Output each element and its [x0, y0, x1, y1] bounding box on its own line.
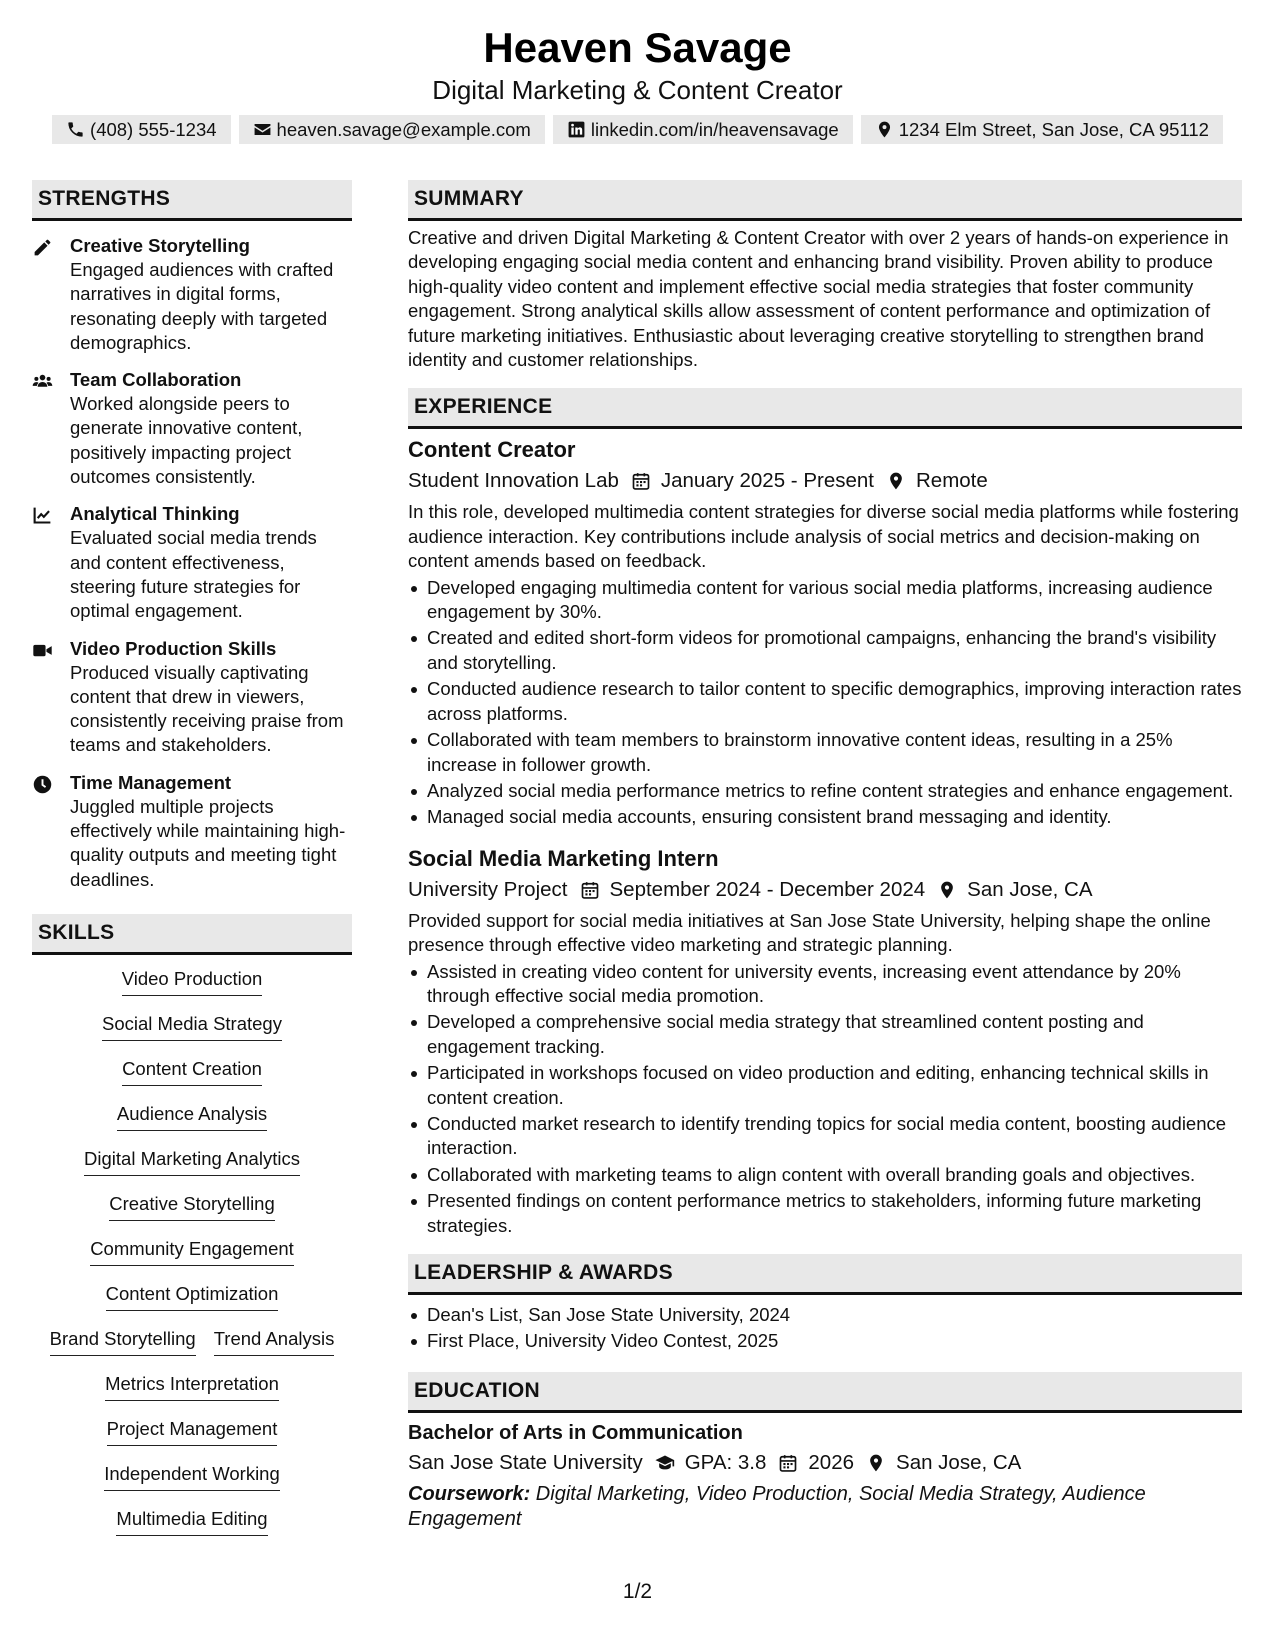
summary-text: Creative and driven Digital Marketing & Content Creator with over 2 years of hands-on experience in developing engaging social media content and enhancing brand visibility. Proven ability to produce high-quality video content and implement effective social media strategies that foster community engagement. Strong analytical skills allow assessment of content performance and optimization of future marketing initiatives. Enthusiastic about leveraging creative storytelling to strengthen brand identity and customer relationships.	[408, 227, 1229, 371]
skill-tag: Content Optimization	[106, 1282, 279, 1311]
school-name: San Jose State University	[408, 1450, 643, 1474]
skill-tag: Independent Working	[104, 1462, 280, 1491]
education-entry	[408, 1419, 1242, 1532]
skill-tag: Multimedia Editing	[116, 1507, 267, 1536]
strength-title: Video Production Skills	[70, 637, 277, 659]
strength-item	[32, 637, 352, 758]
list-item: Participated in workshops focused on video production and editing, enhancing technical skills in content creation.	[408, 1061, 1242, 1110]
list-item: Developed a comprehensive social media strategy that streamlined content posting and engagement tracking.	[408, 1010, 1242, 1059]
strength-title: Team Collaboration	[70, 369, 242, 391]
job-org: Student Innovation Lab	[408, 469, 619, 493]
video-camera-icon	[32, 640, 53, 661]
degree-title: Bachelor of Arts in Communication	[408, 1421, 743, 1444]
graduation-cap-icon	[655, 1453, 675, 1473]
experience-entry	[408, 435, 1242, 829]
envelope-icon	[253, 120, 272, 139]
contact-email-text: heaven.savage@example.com	[276, 118, 531, 140]
users-icon	[32, 371, 53, 392]
candidate-headline: Digital Marketing & Content Creator	[432, 75, 843, 105]
skill-tag: Video Production	[122, 967, 263, 996]
list-item: Managed social media accounts, ensuring consistent brand messaging and identity.	[408, 805, 1242, 829]
contact-phone-text: (408) 555-1234	[90, 118, 217, 140]
strength-desc: Worked alongside peers to generate innovative content, positively impacting project outcomes consistently.	[70, 393, 303, 488]
calendar-icon	[778, 1453, 798, 1473]
contact-address	[861, 115, 1223, 144]
coursework-list: Digital Marketing, Video Production, Social Media Strategy, Audience Engagement	[408, 1482, 1146, 1530]
skill-tag: Content Creation	[122, 1057, 262, 1086]
strength-title: Creative Storytelling	[70, 235, 250, 256]
summary-heading: SUMMARY	[408, 180, 1242, 221]
education-meta	[408, 1448, 1242, 1478]
job-location: Remote	[915, 469, 988, 493]
chart-line-icon	[32, 505, 53, 526]
list-item: Created and edited short-form videos for promotional campaigns, enhancing the brand's visibility and storytelling.	[408, 626, 1242, 675]
strength-title: Analytical Thinking	[70, 503, 240, 525]
skill-tag: Audience Analysis	[117, 1102, 267, 1131]
skill-tag: Project Management	[107, 1417, 278, 1446]
strength-desc: Evaluated social media trends and content effectiveness, steering future strategies for optimal engagement.	[70, 527, 317, 622]
strength-desc: Produced visually captivating content that drew in viewers, consistently receiving praise from teams and stakeholders.	[70, 661, 344, 756]
contact-address-text: 1234 Elm Street, San Jose, CA 95112	[898, 118, 1209, 140]
coursework	[408, 1482, 1242, 1532]
skill-tag: Digital Marketing Analytics	[84, 1147, 300, 1176]
job-dates: January 2025 - Present	[660, 469, 874, 493]
gpa: GPA: 3.8	[684, 1450, 767, 1474]
job-location: San Jose, CA	[967, 877, 1093, 901]
page-number: 1/2	[622, 1580, 653, 1603]
graduation-year: 2026	[808, 1450, 855, 1474]
skill-tag: Trend Analysis	[214, 1327, 335, 1356]
skill-tag: Social Media Strategy	[102, 1012, 282, 1041]
contact-email[interactable]	[239, 115, 545, 144]
job-intro: In this role, developed multimedia content strategies for diverse social media platforms while fostering audience interaction. Key contributions include analysis of social metrics and decision-making on content amends based on feedback.	[408, 501, 1239, 572]
skills-list	[32, 967, 352, 1552]
location-pin-icon	[875, 120, 894, 139]
skill-tag: Brand Storytelling	[50, 1327, 196, 1356]
strength-item	[32, 368, 352, 489]
list-item: Analyzed social media performance metrics to refine content strategies and enhance engagement.	[408, 779, 1242, 803]
calendar-icon	[580, 880, 600, 900]
resume-header	[0, 22, 1275, 144]
leadership-heading: LEADERSHIP & AWARDS	[408, 1254, 1242, 1295]
job-title: Social Media Marketing Intern	[408, 845, 719, 871]
list-item: Collaborated with team members to brainstorm innovative content ideas, resulting in a 25% increase in follower growth.	[408, 728, 1242, 777]
list-item: Conducted market research to identify trending topics for social media content, boosting audience interaction.	[408, 1112, 1242, 1161]
experience-heading: EXPERIENCE	[408, 388, 1242, 429]
job-intro: Provided support for social media initiatives at San Jose State University, helping shape the online presence through effective video marketing and strategic planning.	[408, 909, 1211, 956]
contact-linkedin[interactable]	[553, 115, 853, 144]
contact-linkedin-text: linkedin.com/in/heavensavage	[590, 118, 839, 140]
phone-icon	[66, 120, 85, 139]
location-pin-icon	[866, 1453, 886, 1473]
list-item: First Place, University Video Contest, 2025	[408, 1329, 1242, 1353]
list-item: Collaborated with marketing teams to align content with overall branding goals and objectives.	[408, 1163, 1242, 1187]
strength-item	[32, 502, 352, 623]
skill-tag: Creative Storytelling	[109, 1192, 275, 1221]
strength-title: Time Management	[70, 771, 232, 793]
list-item: Developed engaging multimedia content for various social media platforms, increasing audience engagement by 30%.	[408, 576, 1242, 625]
contact-bar	[0, 115, 1275, 144]
skill-tag: Metrics Interpretation	[105, 1372, 279, 1401]
left-column	[32, 180, 352, 1552]
coursework-label: Coursework:	[408, 1482, 531, 1505]
strength-desc: Juggled multiple projects effectively while maintaining high-quality outputs and meeting tight deadlines.	[70, 795, 346, 890]
list-item: Conducted audience research to tailor content to specific demographics, improving interaction rates across platforms.	[408, 677, 1242, 726]
strengths-heading: STRENGTHS	[32, 180, 352, 221]
job-bullets	[408, 576, 1242, 830]
job-meta	[408, 466, 1242, 496]
strength-desc: Engaged audiences with crafted narratives in digital forms, resonating deeply with targeted demographics.	[70, 259, 334, 353]
location-pin-icon	[886, 471, 906, 491]
list-item: Assisted in creating video content for university events, increasing event attendance by 20% through effective social media promotion.	[408, 960, 1242, 1009]
right-column	[408, 180, 1242, 1532]
experience-entry	[408, 844, 1242, 1238]
job-title: Content Creator	[408, 437, 576, 463]
clock-icon	[32, 774, 53, 795]
job-meta	[408, 875, 1242, 905]
candidate-name: Heaven Savage	[483, 24, 792, 71]
strength-item	[32, 771, 352, 892]
job-org: University Project	[408, 877, 568, 901]
skills-heading: SKILLS	[32, 914, 352, 955]
job-dates: September 2024 - December 2024	[609, 877, 926, 901]
linkedin-icon	[567, 120, 586, 139]
list-item: Presented findings on content performance metrics to stakeholders, informing future marketing strategies.	[408, 1189, 1242, 1238]
strength-item	[32, 234, 352, 355]
job-bullets	[408, 960, 1242, 1238]
list-item: Dean's List, San Jose State University, 2024	[408, 1303, 1242, 1327]
contact-phone[interactable]	[52, 115, 231, 144]
calendar-icon	[631, 471, 651, 491]
location-pin-icon	[937, 880, 957, 900]
leadership-list	[408, 1303, 1242, 1354]
school-location: San Jose, CA	[896, 1450, 1022, 1474]
skill-tag: Community Engagement	[90, 1237, 294, 1266]
pencil-icon	[32, 237, 53, 258]
education-heading: EDUCATION	[408, 1372, 1242, 1413]
